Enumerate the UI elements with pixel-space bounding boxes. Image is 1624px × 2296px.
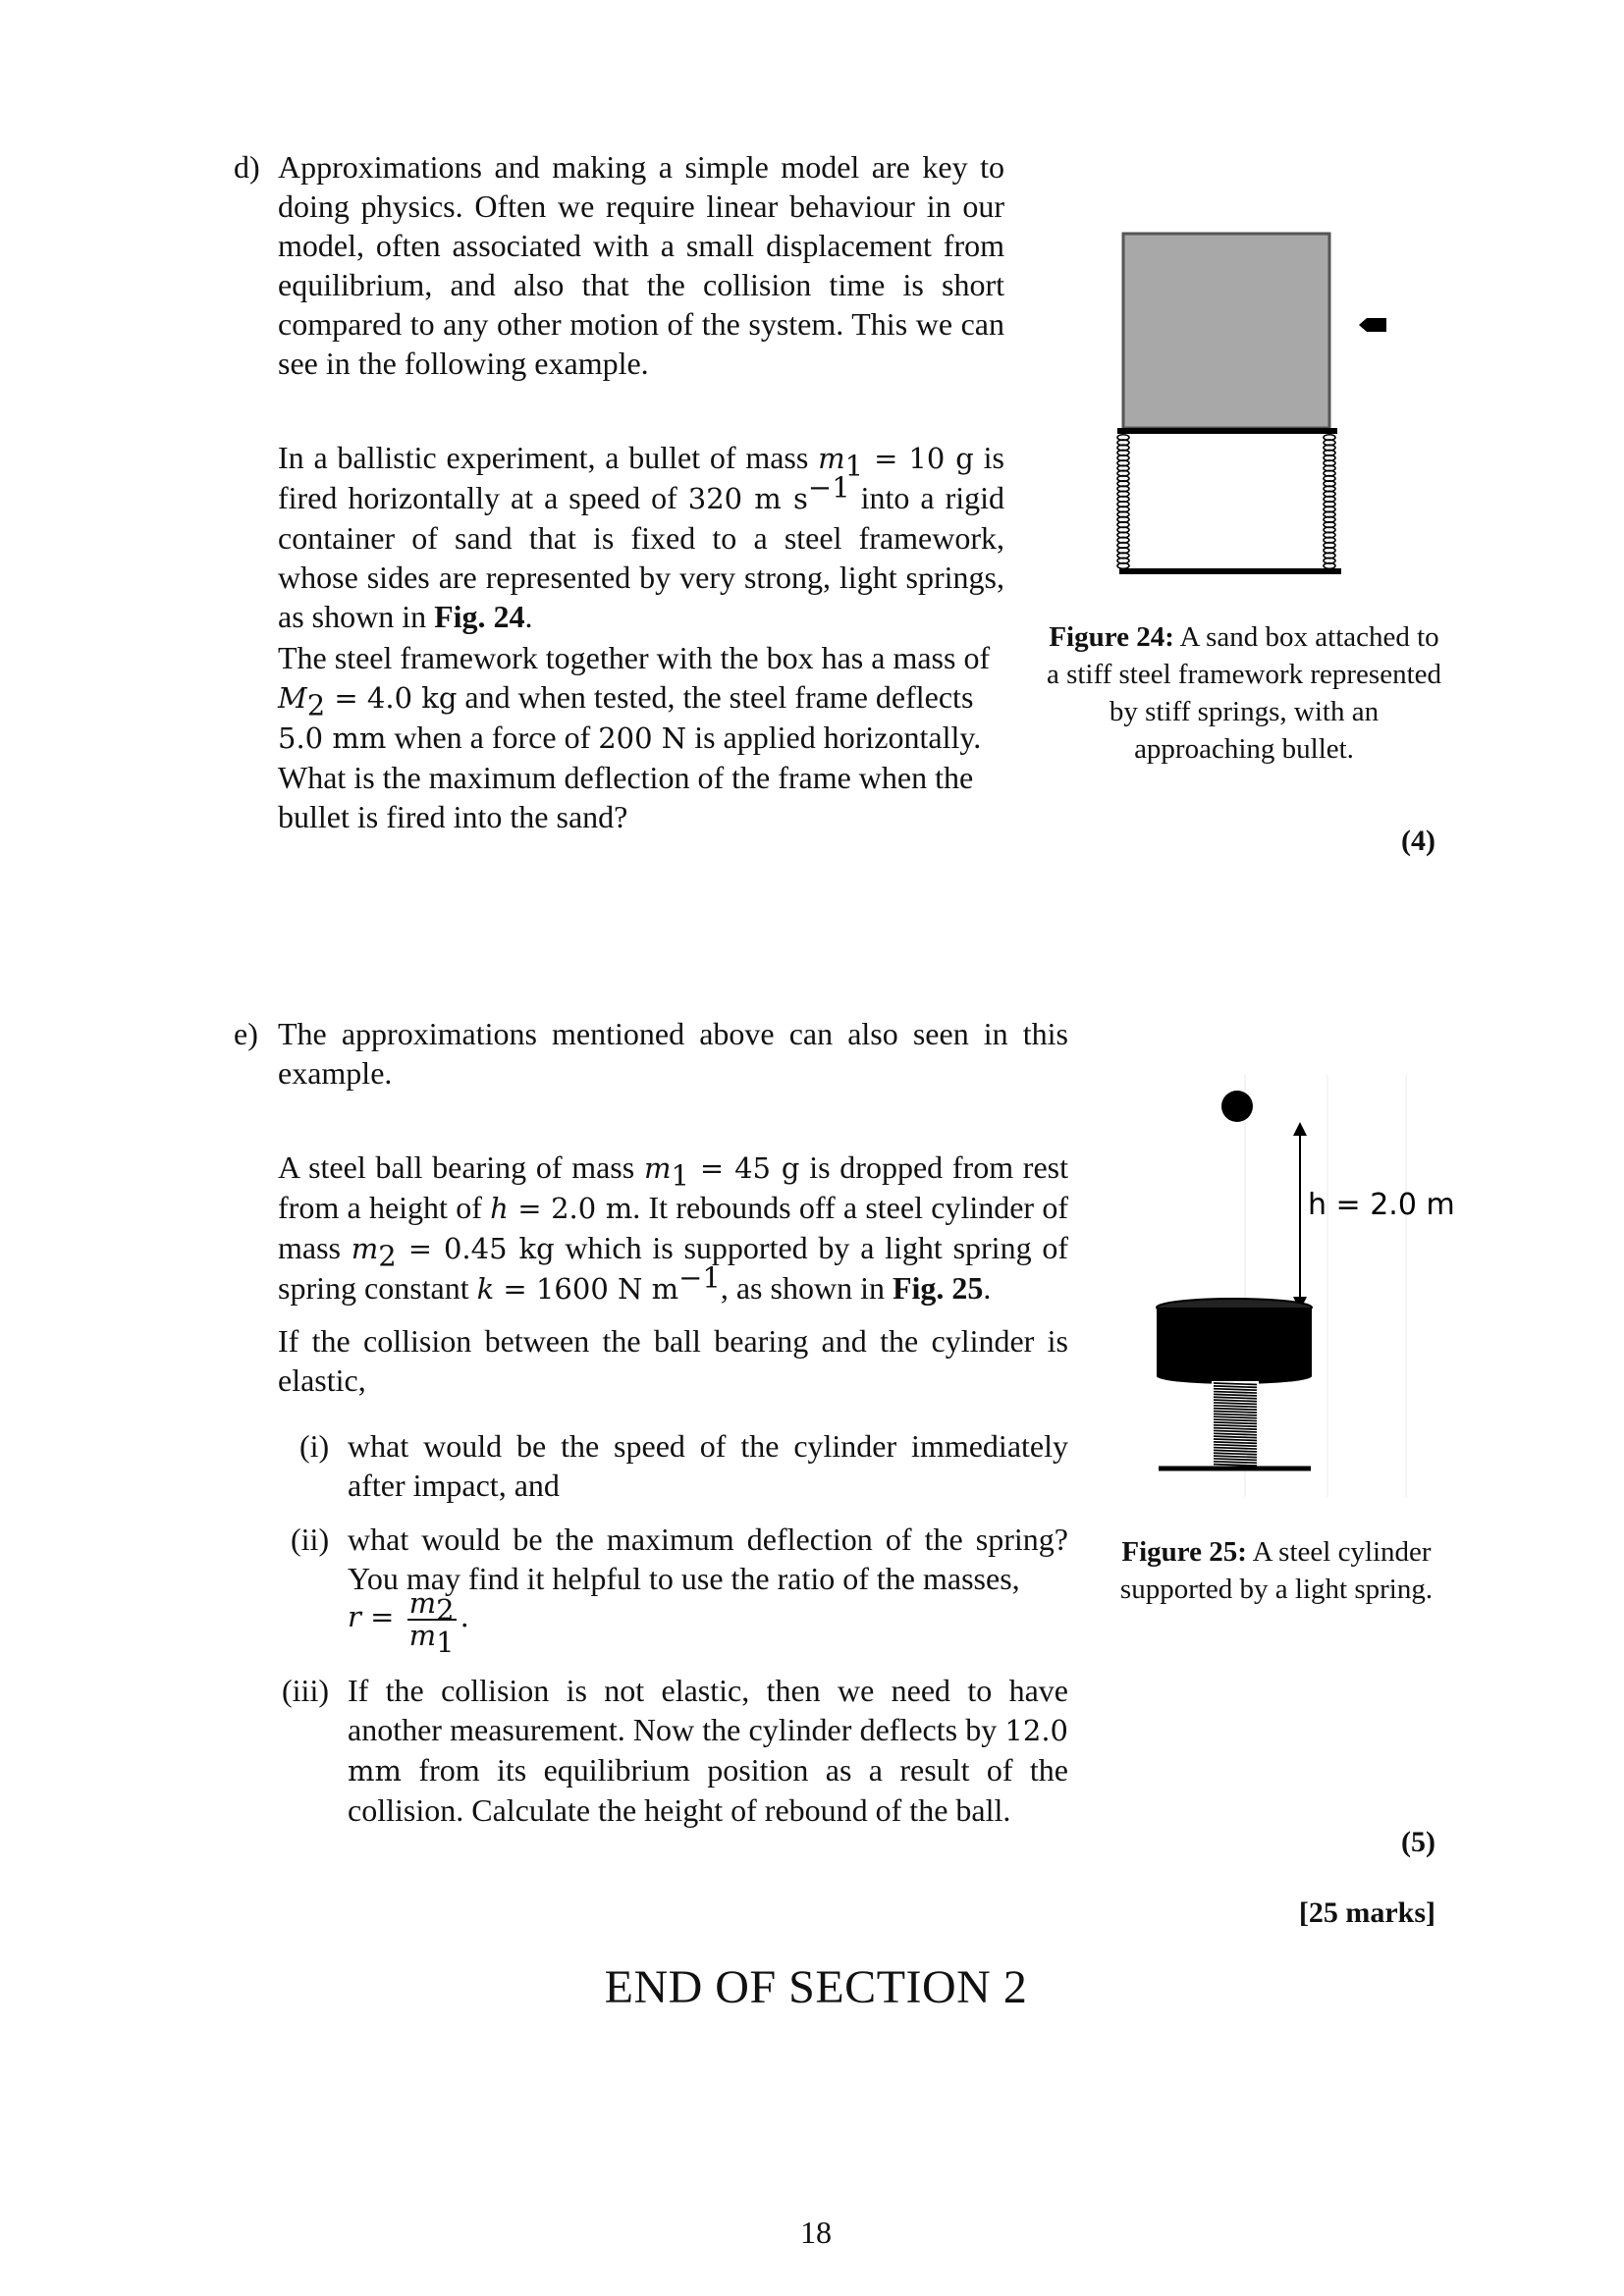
part-e-label: e) bbox=[234, 1016, 258, 1051]
bullet-icon bbox=[1359, 318, 1386, 332]
figure-24-diagram bbox=[1110, 221, 1434, 594]
part-d-question: In a ballistic experiment, a bullet of mass $m_1 = 10$ g is fired horizontally at a speed of 320 m $s^{-1}$ into a rigid container of sand that is fixed to a steel framework, whose sides are represented by very strong, light springs, as shown in Fig. 24. bbox=[278, 440, 1005, 634]
right-spring bbox=[1324, 435, 1335, 569]
end-of-section-heading: END OF SECTION 2 bbox=[604, 1961, 1028, 2013]
item-ii-text: what would be the maximum deflection of the spring? You may find it helpful to use the ratio of the masses, bbox=[348, 1522, 1068, 1596]
item-i-number: (i) bbox=[299, 1428, 330, 1464]
figure-25-diagram bbox=[1110, 1065, 1502, 1507]
steel-ball bbox=[1221, 1091, 1253, 1122]
part-d-intro: Approximations and making a simple model are key to doing physics. Often we require linear behaviour in our model, often associated with a small displacement from equilibrium, and also that the collision time is short compared to any other motion of the system. This we can see in the following example. bbox=[278, 149, 1004, 381]
fig-25-ref: Fig. 25 bbox=[892, 1270, 984, 1306]
part-d-question-2: The steel framework together with the box has a mass of $M_2 = 4.0$ kg and when tested, the steel frame deflects 5.0 mm when a force of 200 N is applied horizontally. What is the maximum deflection of the frame when the bullet is fired into the sand? bbox=[278, 640, 991, 834]
part-d-label: d) bbox=[234, 149, 260, 185]
height-label: h = 2.0 m bbox=[1308, 1188, 1455, 1222]
figure-25-caption: Figure 25: A steel cylinder supported by a light spring. bbox=[1119, 1536, 1434, 1605]
part-d-marks: (4) bbox=[1401, 825, 1435, 857]
sand-box bbox=[1123, 234, 1329, 428]
figure-24-caption: Figure 24: A sand box attached to a stiff steel framework represented by stiff springs, with an approaching bullet. bbox=[1046, 621, 1442, 765]
mass-ratio-formula: r = $\frac{m_2}{m_1}$ . bbox=[348, 1586, 469, 1659]
item-ii-number: (ii) bbox=[291, 1522, 330, 1557]
part-e-intro: The approximations mentioned above can also seen in this example. bbox=[278, 1016, 1068, 1091]
item-iii-number: (iii) bbox=[282, 1673, 329, 1708]
left-spring bbox=[1117, 435, 1129, 569]
page-number: 18 bbox=[800, 2215, 832, 2250]
part-e-marks: (5) bbox=[1401, 1826, 1435, 1858]
item-i-text: what would be the speed of the cylinder immediately after impact, and bbox=[348, 1428, 1068, 1503]
steel-cylinder bbox=[1157, 1308, 1312, 1376]
part-e-condition: If the collision between the ball bearing and the cylinder is elastic, bbox=[278, 1323, 1068, 1398]
fig-24-ref: Fig. 24 bbox=[434, 599, 525, 634]
part-e-question: A steel ball bearing of mass $m_1 = 45$ g is dropped from rest from a height of h = 2.0 m. It rebounds off a steel cylinder of mass $m_2 = 0.45$ kg which is supported by a light spring of spring constant k = 1600 N $m^{-1}$, as shown in Fig. 25. bbox=[278, 1149, 1069, 1306]
item-iii-text: If the collision is not elastic, then we need to have another measurement. Now the cylinder deflects by 12.0 mm from its equilibrium position as a result of the collision. Calculate the height of rebound of the ball. bbox=[348, 1673, 1068, 1828]
total-marks: [25 marks] bbox=[1298, 1896, 1435, 1929]
